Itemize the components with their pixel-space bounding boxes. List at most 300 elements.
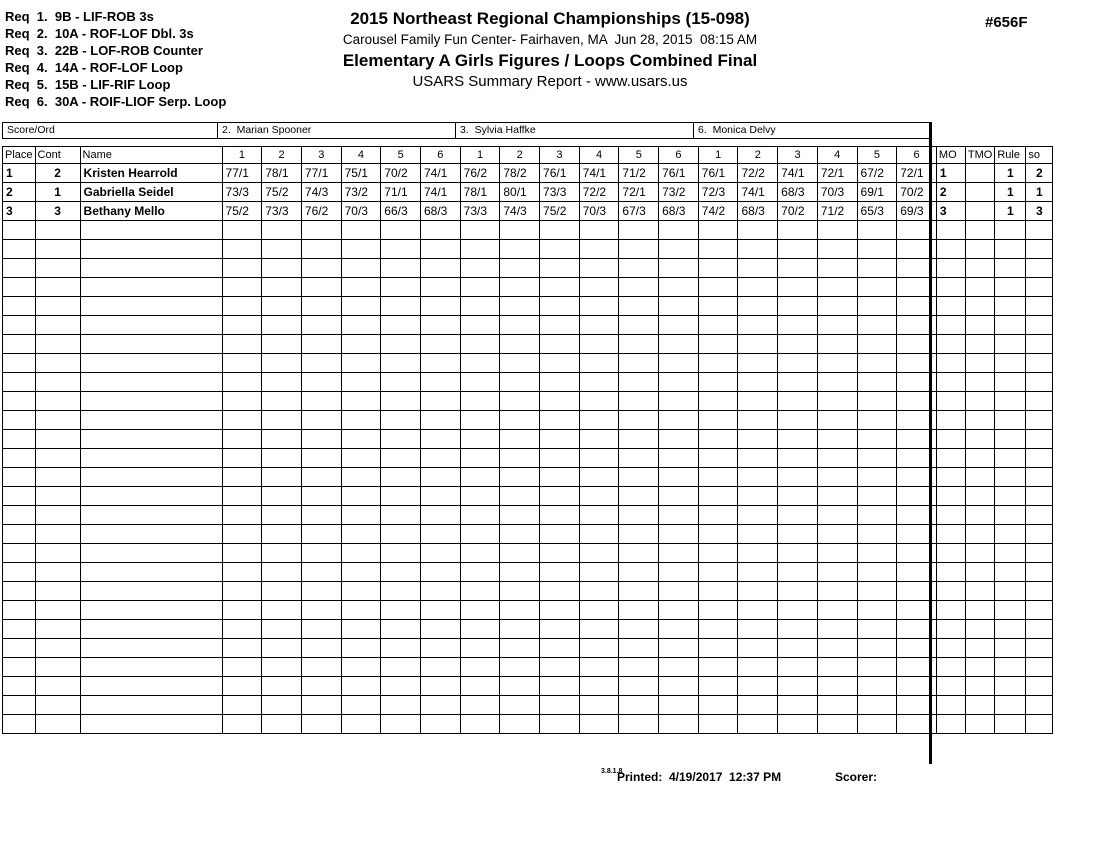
empty-cell <box>381 658 421 677</box>
empty-cell <box>3 544 36 563</box>
empty-cell <box>936 658 965 677</box>
empty-cell <box>857 677 897 696</box>
empty-cell <box>579 487 619 506</box>
empty-cell <box>698 240 738 259</box>
empty-cell <box>936 487 965 506</box>
empty-cell <box>579 715 619 734</box>
empty-cell <box>460 411 500 430</box>
empty-cell <box>995 392 1026 411</box>
empty-cell <box>738 658 778 677</box>
empty-cell <box>80 468 222 487</box>
empty-cell <box>579 430 619 449</box>
empty-cell <box>965 392 994 411</box>
empty-cell <box>381 316 421 335</box>
empty-cell <box>817 582 857 601</box>
empty-cell <box>778 221 818 240</box>
empty-cell <box>222 354 262 373</box>
empty-cell <box>1026 715 1053 734</box>
empty-cell <box>381 525 421 544</box>
empty-cell <box>222 468 262 487</box>
empty-cell <box>778 392 818 411</box>
empty-row <box>3 240 1053 259</box>
requirement-line-3: Req 3. 22B - LOF-ROB Counter <box>5 43 203 58</box>
empty-cell <box>778 373 818 392</box>
empty-cell <box>222 677 262 696</box>
empty-cell <box>381 278 421 297</box>
report-header <box>230 8 870 92</box>
empty-cell <box>341 430 381 449</box>
empty-cell <box>80 639 222 658</box>
empty-cell <box>778 525 818 544</box>
empty-cell <box>995 544 1026 563</box>
empty-cell <box>3 354 36 373</box>
empty-cell <box>460 297 500 316</box>
score-judge2-figure-1: 76/2 <box>460 164 500 183</box>
empty-cell <box>965 449 994 468</box>
empty-cell <box>778 259 818 278</box>
empty-cell <box>301 544 341 563</box>
empty-cell <box>857 411 897 430</box>
score-judge1-figure-4: 75/1 <box>341 164 381 183</box>
empty-cell <box>222 620 262 639</box>
empty-cell <box>35 658 80 677</box>
empty-cell <box>995 449 1026 468</box>
empty-cell <box>341 506 381 525</box>
empty-cell <box>381 259 421 278</box>
empty-cell <box>222 639 262 658</box>
empty-cell <box>1026 221 1053 240</box>
empty-cell <box>936 696 965 715</box>
empty-cell <box>965 468 994 487</box>
score-judge2-figure-4: 70/3 <box>579 202 619 221</box>
empty-cell <box>698 582 738 601</box>
empty-cell <box>381 582 421 601</box>
empty-cell <box>500 658 540 677</box>
empty-cell <box>738 696 778 715</box>
empty-cell <box>222 582 262 601</box>
empty-cell <box>995 411 1026 430</box>
empty-row <box>3 354 1053 373</box>
empty-cell <box>460 259 500 278</box>
empty-cell <box>540 240 580 259</box>
empty-cell <box>460 506 500 525</box>
empty-cell <box>80 525 222 544</box>
score-judge3-figure-5: 67/2 <box>857 164 897 183</box>
empty-cell <box>262 696 302 715</box>
empty-cell <box>80 240 222 259</box>
empty-cell <box>540 677 580 696</box>
empty-cell <box>301 620 341 639</box>
empty-cell <box>857 696 897 715</box>
empty-cell <box>460 544 500 563</box>
empty-cell <box>965 487 994 506</box>
empty-cell <box>460 658 500 677</box>
empty-cell <box>381 449 421 468</box>
empty-cell <box>540 525 580 544</box>
empty-cell <box>738 430 778 449</box>
empty-cell <box>817 487 857 506</box>
score-judge3-figure-2: 68/3 <box>738 202 778 221</box>
empty-cell <box>738 468 778 487</box>
empty-cell <box>80 335 222 354</box>
empty-cell <box>35 373 80 392</box>
empty-cell <box>420 487 460 506</box>
empty-cell <box>579 392 619 411</box>
empty-cell <box>381 544 421 563</box>
empty-cell <box>659 658 699 677</box>
empty-row <box>3 658 1053 677</box>
empty-cell <box>1026 639 1053 658</box>
col-header-judge3-figure-1: 1 <box>698 147 738 164</box>
empty-cell <box>460 487 500 506</box>
score-judge2-figure-6: 73/2 <box>659 183 699 202</box>
empty-cell <box>341 240 381 259</box>
empty-cell <box>262 449 302 468</box>
empty-cell <box>619 259 659 278</box>
score-judge1-figure-5: 70/2 <box>381 164 421 183</box>
empty-cell <box>738 316 778 335</box>
col-header-judge2-figure-2: 2 <box>500 147 540 164</box>
empty-cell <box>222 525 262 544</box>
empty-cell <box>222 544 262 563</box>
empty-cell <box>500 582 540 601</box>
empty-cell <box>738 677 778 696</box>
empty-cell <box>301 373 341 392</box>
venue-date-line: Carousel Family Fun Center- Fairhaven, MA Jun 28, 2015 08:15 AM <box>342 32 758 47</box>
empty-cell <box>659 601 699 620</box>
empty-cell <box>3 677 36 696</box>
judge-header-2: 3. Sylvia Haffke <box>455 122 694 139</box>
empty-cell <box>965 601 994 620</box>
score-judge3-figure-4: 72/1 <box>817 164 857 183</box>
empty-cell <box>262 430 302 449</box>
empty-cell <box>3 563 36 582</box>
empty-cell <box>619 525 659 544</box>
col-header-judge2-figure-1: 1 <box>460 147 500 164</box>
empty-cell <box>965 506 994 525</box>
col-header-mo: MO <box>936 147 965 164</box>
empty-cell <box>80 430 222 449</box>
empty-cell <box>965 354 994 373</box>
empty-cell <box>500 354 540 373</box>
empty-cell <box>262 601 302 620</box>
empty-cell <box>698 316 738 335</box>
empty-cell <box>619 221 659 240</box>
empty-row <box>3 468 1053 487</box>
empty-row <box>3 582 1053 601</box>
empty-cell <box>301 316 341 335</box>
empty-cell <box>222 563 262 582</box>
empty-cell <box>1026 544 1053 563</box>
empty-cell <box>579 620 619 639</box>
empty-cell <box>460 620 500 639</box>
empty-cell <box>619 278 659 297</box>
empty-cell <box>995 240 1026 259</box>
empty-cell <box>420 639 460 658</box>
empty-cell <box>540 658 580 677</box>
judge-header-3: 6. Monica Delvy <box>693 122 932 139</box>
empty-row <box>3 297 1053 316</box>
empty-cell <box>965 525 994 544</box>
empty-cell <box>579 449 619 468</box>
empty-cell <box>3 335 36 354</box>
empty-cell <box>995 316 1026 335</box>
empty-cell <box>619 658 659 677</box>
empty-cell <box>738 620 778 639</box>
empty-cell <box>936 240 965 259</box>
empty-cell <box>936 639 965 658</box>
empty-cell <box>817 449 857 468</box>
empty-cell <box>420 525 460 544</box>
empty-cell <box>579 696 619 715</box>
empty-cell <box>500 240 540 259</box>
empty-cell <box>460 240 500 259</box>
empty-cell <box>995 297 1026 316</box>
empty-cell <box>1026 259 1053 278</box>
empty-cell <box>659 639 699 658</box>
empty-cell <box>1026 563 1053 582</box>
empty-cell <box>80 487 222 506</box>
empty-cell <box>35 354 80 373</box>
empty-cell <box>817 601 857 620</box>
empty-cell <box>738 411 778 430</box>
empty-cell <box>965 563 994 582</box>
empty-cell <box>3 658 36 677</box>
empty-cell <box>738 525 778 544</box>
empty-cell <box>936 373 965 392</box>
empty-cell <box>817 373 857 392</box>
empty-cell <box>579 278 619 297</box>
empty-cell <box>619 354 659 373</box>
empty-cell <box>262 278 302 297</box>
empty-cell <box>460 525 500 544</box>
empty-cell <box>698 563 738 582</box>
empty-cell <box>301 563 341 582</box>
empty-cell <box>381 620 421 639</box>
empty-cell <box>420 544 460 563</box>
score-judge1-figure-6: 74/1 <box>420 164 460 183</box>
empty-cell <box>738 297 778 316</box>
empty-cell <box>500 544 540 563</box>
empty-cell <box>965 620 994 639</box>
score-judge3-figure-5: 65/3 <box>857 202 897 221</box>
empty-cell <box>659 392 699 411</box>
score-judge1-figure-4: 70/3 <box>341 202 381 221</box>
empty-cell <box>540 639 580 658</box>
empty-cell <box>420 696 460 715</box>
score-judge1-figure-2: 78/1 <box>262 164 302 183</box>
empty-cell <box>995 373 1026 392</box>
empty-cell <box>936 601 965 620</box>
empty-cell <box>35 468 80 487</box>
empty-cell <box>857 639 897 658</box>
empty-cell <box>460 392 500 411</box>
empty-cell <box>222 411 262 430</box>
empty-cell <box>778 240 818 259</box>
empty-cell <box>965 335 994 354</box>
score-judge2-figure-4: 72/2 <box>579 183 619 202</box>
empty-cell <box>460 582 500 601</box>
so-cell: 1 <box>1026 183 1053 202</box>
empty-cell <box>381 487 421 506</box>
empty-cell <box>540 316 580 335</box>
empty-cell <box>381 468 421 487</box>
empty-cell <box>540 259 580 278</box>
empty-cell <box>995 487 1026 506</box>
empty-cell <box>738 392 778 411</box>
empty-cell <box>80 658 222 677</box>
empty-cell <box>738 354 778 373</box>
empty-cell <box>460 373 500 392</box>
empty-cell <box>262 544 302 563</box>
col-header-rule: Rule <box>995 147 1026 164</box>
score-judge2-figure-3: 73/3 <box>540 183 580 202</box>
result-row-2 <box>3 183 1053 202</box>
empty-cell <box>80 411 222 430</box>
empty-cell <box>420 411 460 430</box>
empty-cell <box>995 259 1026 278</box>
empty-cell <box>381 221 421 240</box>
empty-cell <box>1026 582 1053 601</box>
empty-cell <box>857 487 897 506</box>
empty-cell <box>420 335 460 354</box>
empty-cell <box>698 639 738 658</box>
empty-row <box>3 506 1053 525</box>
empty-cell <box>500 335 540 354</box>
empty-cell <box>936 392 965 411</box>
empty-cell <box>857 506 897 525</box>
empty-cell <box>817 544 857 563</box>
empty-cell <box>619 601 659 620</box>
empty-cell <box>659 221 699 240</box>
empty-cell <box>817 411 857 430</box>
empty-cell <box>35 278 80 297</box>
empty-cell <box>222 430 262 449</box>
empty-cell <box>381 563 421 582</box>
empty-cell <box>1026 449 1053 468</box>
empty-cell <box>995 658 1026 677</box>
empty-cell <box>619 449 659 468</box>
empty-cell <box>619 316 659 335</box>
col-header-judge1-figure-6: 6 <box>420 147 460 164</box>
score-judge1-figure-1: 77/1 <box>222 164 262 183</box>
empty-cell <box>35 316 80 335</box>
col-header-name: Name <box>80 147 222 164</box>
empty-cell <box>698 620 738 639</box>
empty-cell <box>1026 506 1053 525</box>
empty-cell <box>857 392 897 411</box>
empty-cell <box>500 430 540 449</box>
empty-cell <box>500 715 540 734</box>
empty-cell <box>698 392 738 411</box>
empty-cell <box>817 335 857 354</box>
score-judge1-figure-6: 74/1 <box>420 183 460 202</box>
score-judge2-figure-1: 73/3 <box>460 202 500 221</box>
empty-cell <box>540 696 580 715</box>
so-cell: 2 <box>1026 164 1053 183</box>
empty-cell <box>965 715 994 734</box>
empty-row <box>3 430 1053 449</box>
empty-cell <box>420 620 460 639</box>
col-header-judge2-figure-5: 5 <box>619 147 659 164</box>
empty-cell <box>738 259 778 278</box>
empty-cell <box>3 316 36 335</box>
empty-cell <box>301 639 341 658</box>
empty-cell <box>995 601 1026 620</box>
empty-cell <box>1026 601 1053 620</box>
empty-cell <box>341 582 381 601</box>
empty-cell <box>500 525 540 544</box>
empty-row <box>3 544 1053 563</box>
empty-cell <box>540 544 580 563</box>
empty-cell <box>579 259 619 278</box>
empty-cell <box>659 487 699 506</box>
empty-cell <box>3 221 36 240</box>
score-judge3-figure-4: 71/2 <box>817 202 857 221</box>
empty-cell <box>500 468 540 487</box>
empty-cell <box>936 620 965 639</box>
empty-cell <box>659 563 699 582</box>
empty-cell <box>341 639 381 658</box>
empty-cell <box>540 506 580 525</box>
empty-cell <box>540 297 580 316</box>
empty-cell <box>301 297 341 316</box>
empty-cell <box>301 715 341 734</box>
empty-cell <box>965 240 994 259</box>
empty-cell <box>965 639 994 658</box>
score-judge3-figure-3: 68/3 <box>778 183 818 202</box>
empty-cell <box>817 639 857 658</box>
empty-cell <box>936 677 965 696</box>
empty-cell <box>738 715 778 734</box>
empty-cell <box>540 601 580 620</box>
empty-cell <box>381 677 421 696</box>
empty-cell <box>936 297 965 316</box>
mo-cell: 2 <box>936 183 965 202</box>
empty-cell <box>80 620 222 639</box>
contestant-number-cell: 1 <box>35 183 80 202</box>
empty-cell <box>817 430 857 449</box>
empty-cell <box>460 639 500 658</box>
empty-cell <box>35 696 80 715</box>
empty-row <box>3 411 1053 430</box>
empty-cell <box>500 259 540 278</box>
empty-cell <box>301 240 341 259</box>
empty-cell <box>381 506 421 525</box>
empty-cell <box>817 677 857 696</box>
empty-cell <box>995 468 1026 487</box>
empty-cell <box>857 335 897 354</box>
empty-cell <box>579 639 619 658</box>
empty-cell <box>817 392 857 411</box>
empty-cell <box>381 430 421 449</box>
empty-cell <box>965 259 994 278</box>
empty-cell <box>619 411 659 430</box>
empty-cell <box>500 392 540 411</box>
empty-cell <box>817 221 857 240</box>
empty-cell <box>460 354 500 373</box>
empty-cell <box>778 316 818 335</box>
empty-cell <box>579 316 619 335</box>
empty-cell <box>262 658 302 677</box>
empty-cell <box>3 278 36 297</box>
empty-cell <box>222 506 262 525</box>
requirement-line-1: Req 1. 9B - LIF-ROB 3s <box>5 9 154 24</box>
empty-cell <box>222 449 262 468</box>
empty-cell <box>35 221 80 240</box>
score-judge3-figure-2: 74/1 <box>738 183 778 202</box>
empty-cell <box>301 411 341 430</box>
